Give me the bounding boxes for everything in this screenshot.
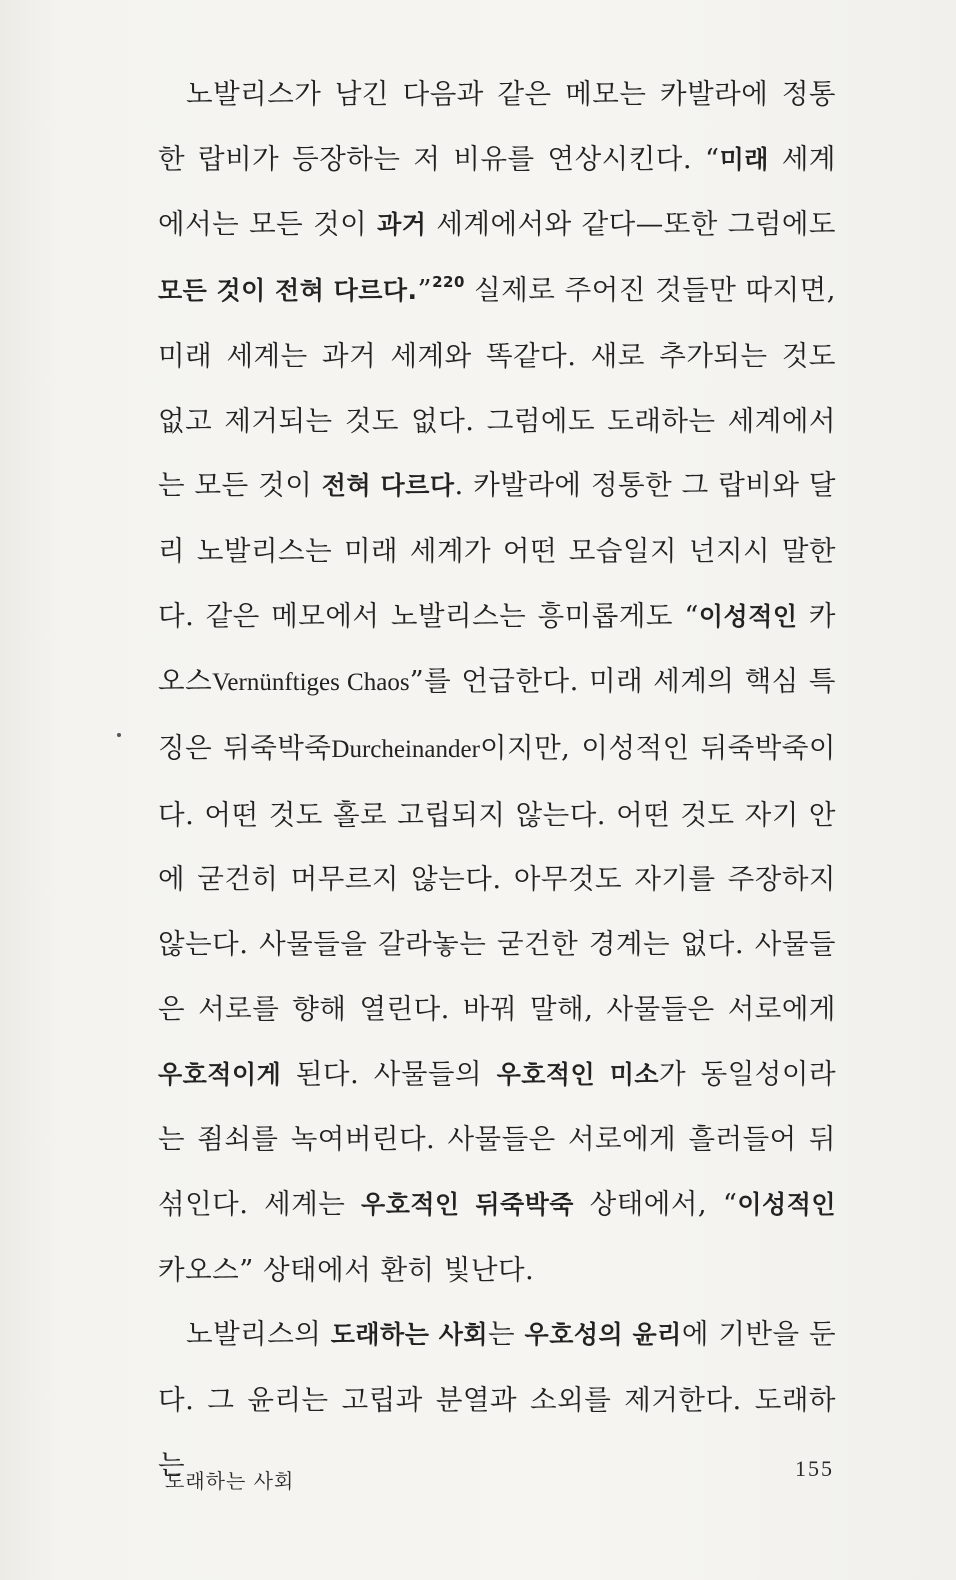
emphasis-text: 도래하는 사회 (330, 1320, 489, 1350)
text-run: ” (417, 274, 433, 307)
page-number: 155 (795, 1456, 834, 1481)
text-run: 상태에서, “ (573, 1187, 738, 1220)
text-run: 노발리스의 (186, 1318, 331, 1351)
text-run: 세계에서와 같다—또한 그럼에도 (426, 208, 836, 241)
text-run: 세계에서는 모든 것이 (158, 142, 837, 241)
emphasis-text: 과거 (377, 210, 427, 240)
text-run: 카오스 (158, 599, 836, 698)
emphasis-text: 모든 것이 전혀 다르다. (158, 276, 418, 306)
german-term: Vernünftiges Chaos (212, 669, 410, 697)
text-run: 는 (488, 1318, 525, 1351)
margin-speck (117, 733, 121, 737)
german-term: Durcheinander (331, 736, 480, 764)
footnote-ref: 220 (432, 273, 465, 292)
running-footer-title: 도래하는 사회 (165, 1469, 295, 1493)
text-run: 이지만, 이성적인 뒤죽박죽이다. 어떤 것도 홀로 고립되지 않는다. 어떤 것도 자기 안에 굳건히 머무르지 않는다. 아무것도 자기를 주장하지 않는다. 사물들을 갈라놓는 굳건한 경계는 없다. 사물들은 서로를 향해 열린다. 바꿔 말해, 사물들은 서로에게 (158, 732, 836, 1025)
paragraph (158, 62, 836, 1302)
text-run: 노발리스가 남긴 다음과 같은 메모는 카발라에 정통한 랍비가 등장하는 저 비유를 연상시킨다. “ (158, 78, 836, 175)
text-run: 카오스” 상태에서 환히 빛난다. (158, 1253, 535, 1286)
emphasis-text: 이성적인 (698, 601, 798, 631)
text-run: 된다. 사물들의 (281, 1057, 497, 1090)
emphasis-text: 우호적인 미소 (496, 1059, 660, 1089)
emphasis-text: 전혀 다르다 (321, 471, 455, 501)
body-text (158, 62, 836, 1497)
text-run: 에 기반을 둔다. 그 윤리는 고립과 분열과 소외를 제거한다. 도래하는 (158, 1318, 837, 1481)
emphasis-text: 우호성의 윤리 (524, 1320, 682, 1350)
emphasis-text: 이성적인 (737, 1189, 836, 1219)
emphasis-text: 우호적이게 (158, 1059, 282, 1089)
text-run: . 카발라에 정통한 그 랍비와 달리 노발리스는 미래 세계가 어떤 모습일지 넌지시 말한다. 같은 메모에서 노발리스는 흥미롭게도 “ (158, 469, 836, 632)
text-run: 가 동일성이라는 죔쇠를 녹여버린다. 사물들은 서로에게 흘러들어 뒤섞인다. 세계는 (158, 1057, 837, 1220)
emphasis-text: 우호적인 뒤죽박죽 (361, 1189, 574, 1219)
text-run: ”를 언급한다. 미래 세계의 핵심 특징은 뒤죽박죽 (158, 665, 836, 765)
emphasis-text: 미래 (719, 144, 769, 174)
text-run: 실제로 주어진 것들만 따지면, 미래 세계는 과거 세계와 똑같다. 새로 추가되는 것도 없고 제거되는 것도 없다. 그럼에도 도래하는 세계에서는 모든 것이 (158, 274, 836, 502)
